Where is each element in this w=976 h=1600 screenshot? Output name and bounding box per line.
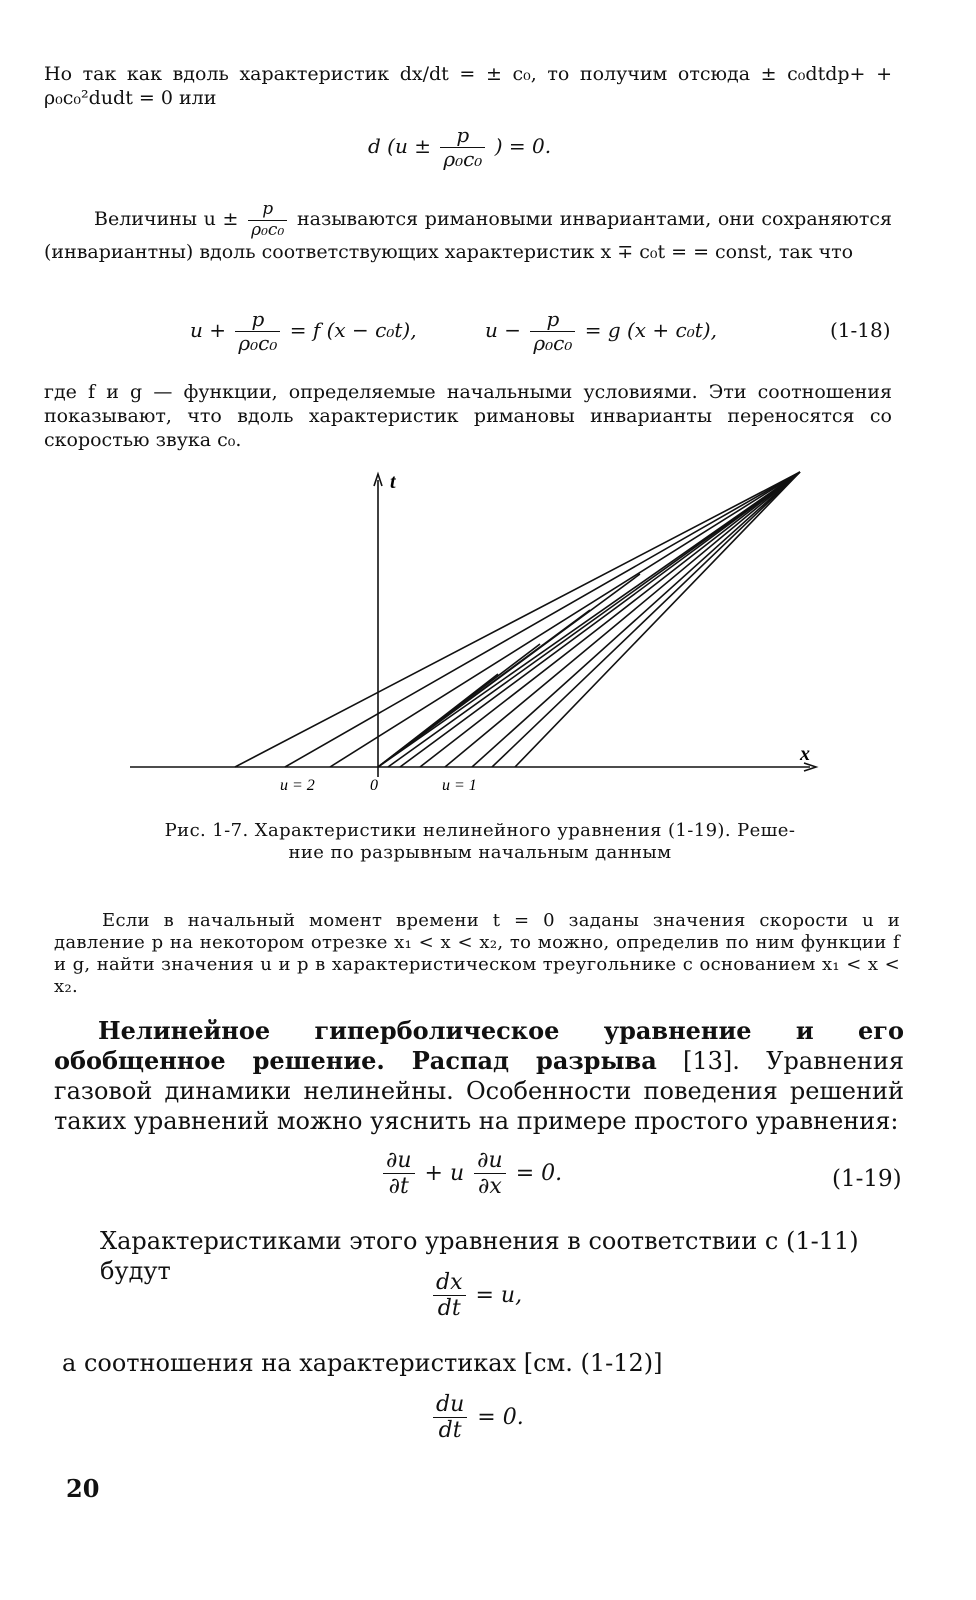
eq119-number: (1-19) xyxy=(832,1166,902,1192)
eq118-left-num: p xyxy=(235,308,280,332)
caption-line-2: ние по разрывным начальным данным xyxy=(288,842,672,863)
dxdt-fraction xyxy=(433,1270,466,1322)
eq1-fraction xyxy=(440,124,485,171)
eq1-num: p xyxy=(440,124,485,148)
dudt-post: = 0. xyxy=(477,1404,524,1430)
paragraph-5 xyxy=(54,1016,904,1136)
eq118-right-post: = g (x + c₀t), xyxy=(584,318,717,342)
characteristic-lines xyxy=(235,472,800,767)
p2-rest: называются римановыми инвариантами, они сохраняются (инвариантны) вдоль соответствующих характеристик x ∓ c₀t = = const, так что xyxy=(44,208,892,264)
label-u2: u = 2 xyxy=(280,777,315,794)
equation-1-18-left xyxy=(190,308,417,355)
eq118-right-pre: u − xyxy=(485,318,521,342)
characteristics-figure xyxy=(120,462,840,802)
equation-1-18-number xyxy=(830,318,891,342)
paragraph-2 xyxy=(44,200,892,264)
eq118-right-den: ρ₀c₀ xyxy=(533,331,573,355)
equation-1-19-number xyxy=(832,1166,902,1192)
p2-num: p xyxy=(248,200,287,221)
eq1-post: ) = 0. xyxy=(494,134,552,158)
dxdt-post: = u, xyxy=(475,1282,523,1308)
figure-caption xyxy=(110,820,850,864)
paragraph-6: Характеристиками этого уравнения в соответствии с (1-11) будут xyxy=(100,1227,859,1285)
eq118-left-fraction xyxy=(235,308,280,355)
eq1-den: ρ₀c₀ xyxy=(443,147,483,171)
caption-line-1: Рис. 1-7. Характеристики нелинейного уравнения (1-19). Реше- xyxy=(164,820,796,841)
fan-lines xyxy=(378,574,640,767)
eq118-right-num: p xyxy=(530,308,575,332)
paragraph-4: Если в начальный момент времени t = 0 заданы значения скорости u и давление p на некотором отрезке x₁ < x < x₂, то можно, определив по ним функции f и g, найти значения u и p в характеристическом треугольнике с основанием x₁ < x < x₂. xyxy=(54,910,900,997)
dudt-den: dt xyxy=(438,1418,462,1444)
eq119-fraction-2 xyxy=(474,1148,506,1200)
equation-1-19 xyxy=(380,1148,562,1200)
x-axis-label: x xyxy=(800,743,810,765)
eq118-left-pre: u + xyxy=(190,318,226,342)
eq119-mid: + u xyxy=(424,1160,465,1186)
paragraph-7: а соотношения на характеристиках [см. (1-12)] xyxy=(62,1349,663,1377)
paragraph-5-rest: [13]. Уравнения газовой динамики нелинейны. Особенности поведения решений таких уравнений можно уяснить на примере простого уравнения: xyxy=(54,1047,904,1135)
eq119-num2: ∂u xyxy=(474,1148,506,1174)
p2-pre: Величины u ± xyxy=(94,208,239,231)
equation-dudt xyxy=(430,1392,524,1444)
eq119-post: = 0. xyxy=(515,1160,563,1186)
dudt-num: du xyxy=(433,1392,467,1418)
equation-riemann-differential xyxy=(368,124,551,171)
equation-dxdt xyxy=(430,1270,522,1322)
eq118-left-den: ρ₀c₀ xyxy=(238,331,278,355)
label-origin: 0 xyxy=(370,777,378,794)
p2-den: ρ₀c₀ xyxy=(251,219,285,240)
label-u1: u = 1 xyxy=(442,777,477,794)
dxdt-den: dt xyxy=(437,1296,461,1322)
eq118-right-fraction xyxy=(530,308,575,355)
p2-fraction xyxy=(248,200,287,240)
equation-1-18-right xyxy=(485,308,717,355)
eq119-den2: ∂x xyxy=(478,1174,502,1200)
page-number: 20 xyxy=(66,1474,100,1503)
t-axis-label: t xyxy=(390,471,396,493)
eq119-num1: ∂u xyxy=(383,1148,415,1174)
eq118-left-post: = f (x − c₀t), xyxy=(289,318,417,342)
paragraph-3: где f и g — функции, определяемые начальными условиями. Эти соотношения показывают, что вдоль характеристик римановы инварианты переносятся со скоростью звука c₀. xyxy=(44,381,892,451)
eq119-fraction-1 xyxy=(383,1148,415,1200)
eq1-lhs: d (u ± xyxy=(368,134,431,158)
dudt-fraction xyxy=(433,1392,467,1444)
dxdt-num: dx xyxy=(433,1270,466,1296)
eq118-number: (1-18) xyxy=(830,318,891,342)
paragraph-1: Но так как вдоль характеристик dx/dt = ± c₀, то получим отсюда ± c₀dtdp+ + ρ₀c₀²dudt = 0 или xyxy=(44,63,892,109)
eq119-den1: ∂t xyxy=(388,1174,409,1200)
section-heading: Нелинейное гиперболическое уравнение и его обобщенное решение. Распад разрыва xyxy=(54,1016,904,1075)
